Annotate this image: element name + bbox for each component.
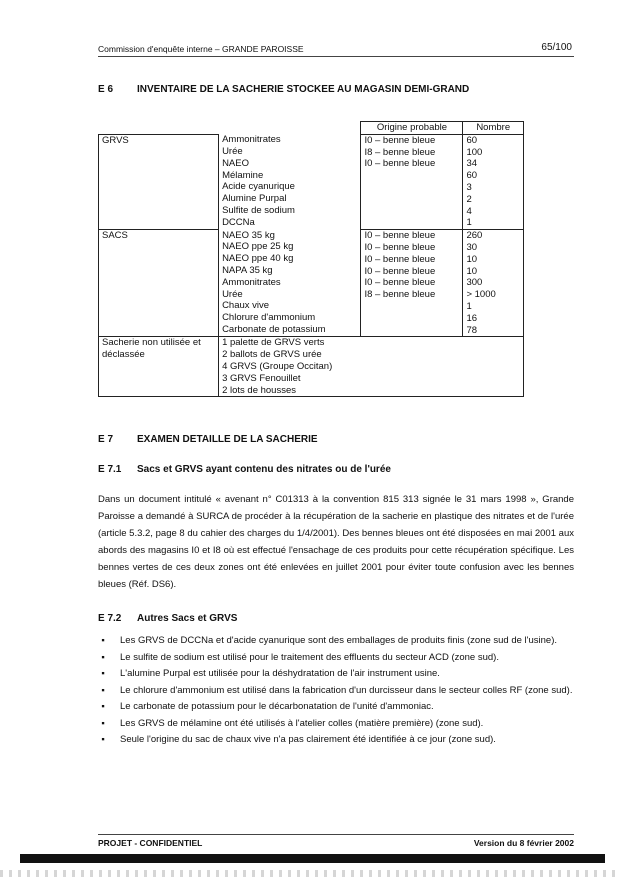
table-cell-origin: I0 – benne bleue xyxy=(364,230,436,242)
header-divider xyxy=(98,56,574,57)
header-origine: Origine probable xyxy=(361,122,463,135)
section-number-e72: E 7.2 xyxy=(98,613,122,624)
body-paragraph: Dans un document intitulé « avenant n° C01313 à la convention 815 313 signée le 31 mars 1998 », Grande Paroisse a demandé à SURCA de procéder à la récupération de la sacherie en plastique des nitrates et de l'urée (article 5.3.2, page 8 du cahier des charges du 1/4/2001). Des bennes bleues ont été disposées en mai 2001 aux abords des magasins I0 et I8 où est effectué l'ensachage de ces produits pour cette récupération spécifique. Les bennes vertes de ces deux zones ont été enlevées en juillet 2001 pour éviter toute confusion avec les bennes bleues (Réf. DS6). xyxy=(98,494,574,590)
item-list xyxy=(219,230,361,337)
table-cell-count: 4 xyxy=(466,205,472,217)
section-title-e71: Sacs et GRVS ayant contenu des nitrates ou de l'urée xyxy=(137,464,391,475)
table-cell-item: Urée xyxy=(222,146,243,158)
bullet-square-icon: ▪ xyxy=(101,717,105,729)
section-title-e72: Autres Sacs et GRVS xyxy=(137,613,238,624)
table-cell-item: Alumine Purpal xyxy=(222,193,287,205)
bullet-square-icon: ▪ xyxy=(101,635,105,646)
section-title-e6: INVENTAIRE DE LA SACHERIE STOCKEE AU MAGASIN DEMI-GRAND xyxy=(137,84,470,95)
list-item xyxy=(98,699,578,716)
bullet-square-icon: ▪ xyxy=(101,684,105,696)
scan-black-bar xyxy=(20,854,605,863)
origin-list xyxy=(361,230,463,337)
table-cell-count: > 1000 xyxy=(466,289,496,301)
header-nombre: Nombre xyxy=(463,122,524,135)
bullet-square-icon: ▪ xyxy=(101,651,105,663)
table-cell-item: Mélamine xyxy=(222,169,264,181)
list-item-text: Le chlorure d'ammonium est utilisé dans la fabrication d'un durcisseur dans le secteur colles RF (zone sud). xyxy=(120,684,573,696)
bullet-square-icon: ▪ xyxy=(101,734,105,745)
table-cell-item: Ammonitrates xyxy=(222,134,281,146)
section-number-e6: E 6 xyxy=(98,84,114,95)
table-cell-count: 260 xyxy=(466,230,483,242)
table-cell-count: 1 xyxy=(466,300,472,312)
table-cell-item: Sulfite de sodium xyxy=(222,205,295,217)
list-item xyxy=(98,732,578,749)
category-label: SACS xyxy=(99,230,219,337)
table-cell-count: 16 xyxy=(466,312,478,324)
footer-divider xyxy=(98,834,574,835)
table-cell-item: Acide cyanurique xyxy=(222,181,295,193)
table-cell-count: 10 xyxy=(466,253,478,265)
table-cell-count: 10 xyxy=(466,265,478,277)
category-label: GRVS xyxy=(99,134,219,229)
table-cell-item: NAEO ppe 40 kg xyxy=(222,253,294,265)
table-cell-item: NAEO xyxy=(222,157,249,169)
table-cell-item: Chlorure d'ammonium xyxy=(222,312,316,324)
table-row-other xyxy=(99,337,524,397)
table-cell-item: 3 GRVS Fenouillet xyxy=(222,372,301,384)
count-list xyxy=(463,134,524,229)
table-cell-origin: I0 – benne bleue xyxy=(364,134,436,146)
section-number-e71: E 7.1 xyxy=(98,464,122,475)
table-cell-count: 60 xyxy=(466,134,478,146)
table-cell-item: NAEO ppe 25 kg xyxy=(222,241,294,253)
table-cell-count: 1 xyxy=(466,217,472,229)
section-title-e7: EXAMEN DETAILLE DE LA SACHERIE xyxy=(137,434,318,445)
section-number-e7: E 7 xyxy=(98,434,114,445)
footer-confidential: PROJET - CONFIDENTIEL xyxy=(98,838,203,848)
category-label: Sacherie non utilisée et déclassée xyxy=(99,337,219,397)
bullet-list xyxy=(98,633,578,749)
scan-noise-strip xyxy=(0,870,620,877)
inventory-table xyxy=(98,121,524,397)
table-cell-count: 78 xyxy=(466,324,478,336)
table-cell-origin: I8 – benne bleue xyxy=(364,146,436,158)
item-list xyxy=(219,134,361,229)
table-cell-count: 30 xyxy=(466,241,478,253)
table-cell-item: 2 ballots de GRVS urée xyxy=(222,349,322,361)
item-list xyxy=(219,337,524,397)
footer-version: Version du 8 février 2002 xyxy=(473,838,574,848)
list-item xyxy=(98,650,578,667)
list-item xyxy=(98,666,578,683)
table-cell-count: 60 xyxy=(466,170,478,182)
table-cell-item: 2 lots de housses xyxy=(222,384,296,396)
table-cell-origin: I0 – benne bleue xyxy=(364,265,436,277)
bullet-square-icon: ▪ xyxy=(101,668,105,679)
origin-list xyxy=(361,134,463,229)
table-cell-origin: I8 – benne bleue xyxy=(364,289,436,301)
list-item-text: Les GRVS de DCCNa et d'acide cyanurique sont des emballages de produits finis (zone sud de l'usine). xyxy=(120,635,557,646)
list-item-text: L'alumine Purpal est utilisée pour la déshydratation de l'air instrument usine. xyxy=(120,668,440,679)
table-cell-count: 34 xyxy=(466,158,478,170)
list-item-text: Les GRVS de mélamine ont été utilisés à l'atelier colles (matière première) (zone sud). xyxy=(120,717,484,729)
table-cell-item: NAEO 35 kg xyxy=(222,229,275,241)
table-cell-item: 1 palette de GRVS verts xyxy=(222,337,325,349)
table-cell-item: Carbonate de potassium xyxy=(222,324,326,336)
count-list xyxy=(463,230,524,337)
table-cell-origin: I0 – benne bleue xyxy=(364,241,436,253)
list-item xyxy=(98,683,578,700)
table-cell-item: NAPA 35 kg xyxy=(222,265,273,277)
page-number: 65/100 xyxy=(541,42,572,53)
table-row-grvs xyxy=(99,134,524,229)
table-cell-origin: I0 – benne bleue xyxy=(364,253,436,265)
list-item-text: Seule l'origine du sac de chaux vive n'a pas clairement été identifiée à ce jour (zone sud). xyxy=(120,734,496,745)
table-cell-item: 4 GRVS (Groupe Occitan) xyxy=(222,360,333,372)
list-item-text: Le sulfite de sodium est utilisé pour le traitement des effluents du secteur ACD (zone sud). xyxy=(120,651,499,663)
table-cell-count: 300 xyxy=(466,277,483,289)
header-title: Commission d'enquête interne – GRANDE PAROISSE xyxy=(98,44,304,54)
table-cell-origin: I0 – benne bleue xyxy=(364,277,436,289)
table-cell-item: Chaux vive xyxy=(222,300,270,312)
table-cell-origin: I0 – benne bleue xyxy=(364,158,436,170)
table-cell-item: Ammonitrates xyxy=(222,276,281,288)
table-cell-item: DCCNa xyxy=(222,216,255,228)
table-cell-count: 100 xyxy=(466,146,483,158)
table-header-row xyxy=(99,122,524,135)
list-item-text: Le carbonate de potassium pour le décarbonatation de l'unité d'ammoniac. xyxy=(120,701,434,712)
table-cell-count: 3 xyxy=(466,181,472,193)
bullet-square-icon: ▪ xyxy=(101,701,105,712)
table-cell-count: 2 xyxy=(466,193,472,205)
table-row-sacs xyxy=(99,230,524,337)
table-cell-item: Urée xyxy=(222,288,243,300)
list-item xyxy=(98,716,578,733)
list-item xyxy=(98,633,578,650)
